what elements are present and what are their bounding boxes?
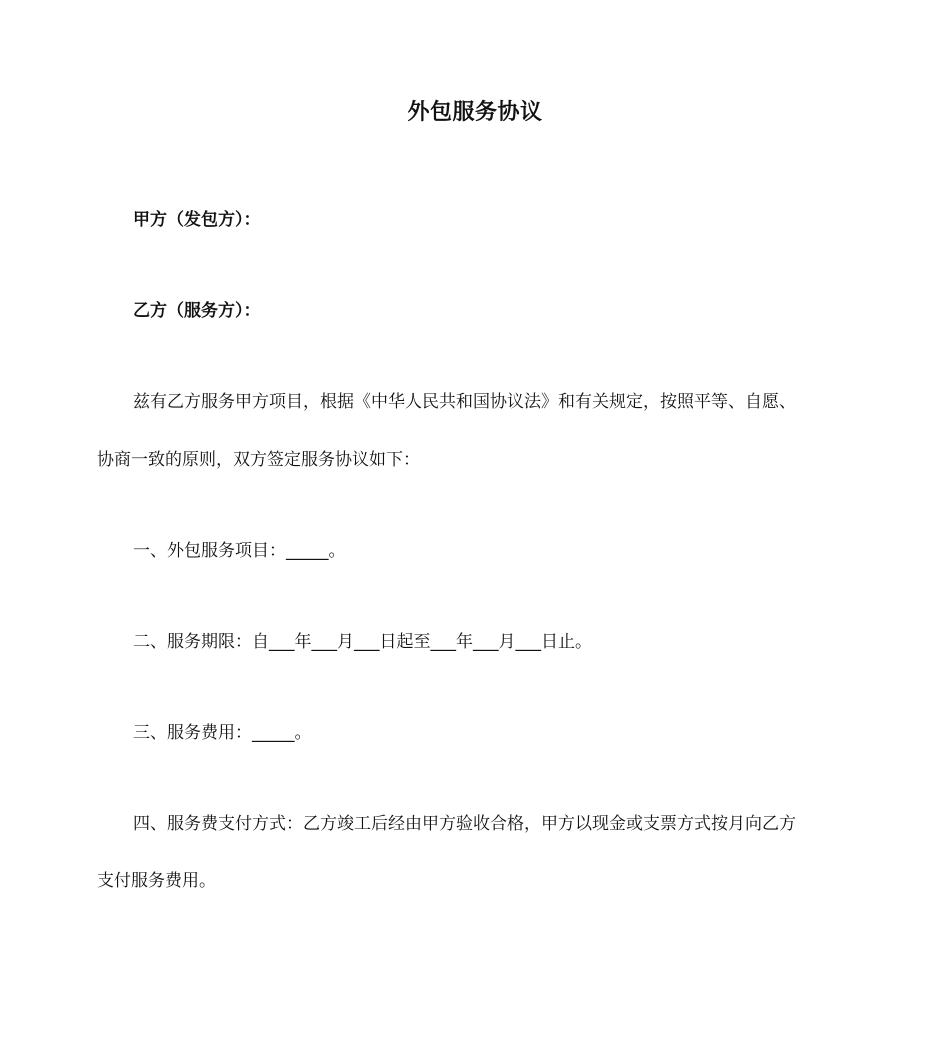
clause-2-service-period: 二、服务期限：自___年___月___日起至___年___月___日止。: [133, 632, 592, 652]
party-b-label: 乙方（服务方）：: [133, 301, 261, 321]
clause-4-payment-line-1: 四、服务费支付方式：乙方竣工后经由甲方验收合格，甲方以现金或支票方式按月向乙方: [133, 814, 796, 834]
document-title: 外包服务协议: [407, 100, 543, 125]
party-a-label: 甲方（发包方）：: [133, 210, 261, 230]
clause-4-payment-line-2: 支付服务费用。: [97, 871, 216, 891]
preamble-line-2: 协商一致的原则，双方签定服务协议如下：: [97, 450, 420, 470]
clause-3-service-fee: 三、服务费用：_____。: [133, 723, 312, 743]
preamble-line-1: 兹有乙方服务甲方项目，根据《中华人民共和国协议法》和有关规定，按照平等、自愿、: [133, 392, 796, 412]
clause-1-service-item: 一、外包服务项目：_____。: [133, 541, 346, 561]
